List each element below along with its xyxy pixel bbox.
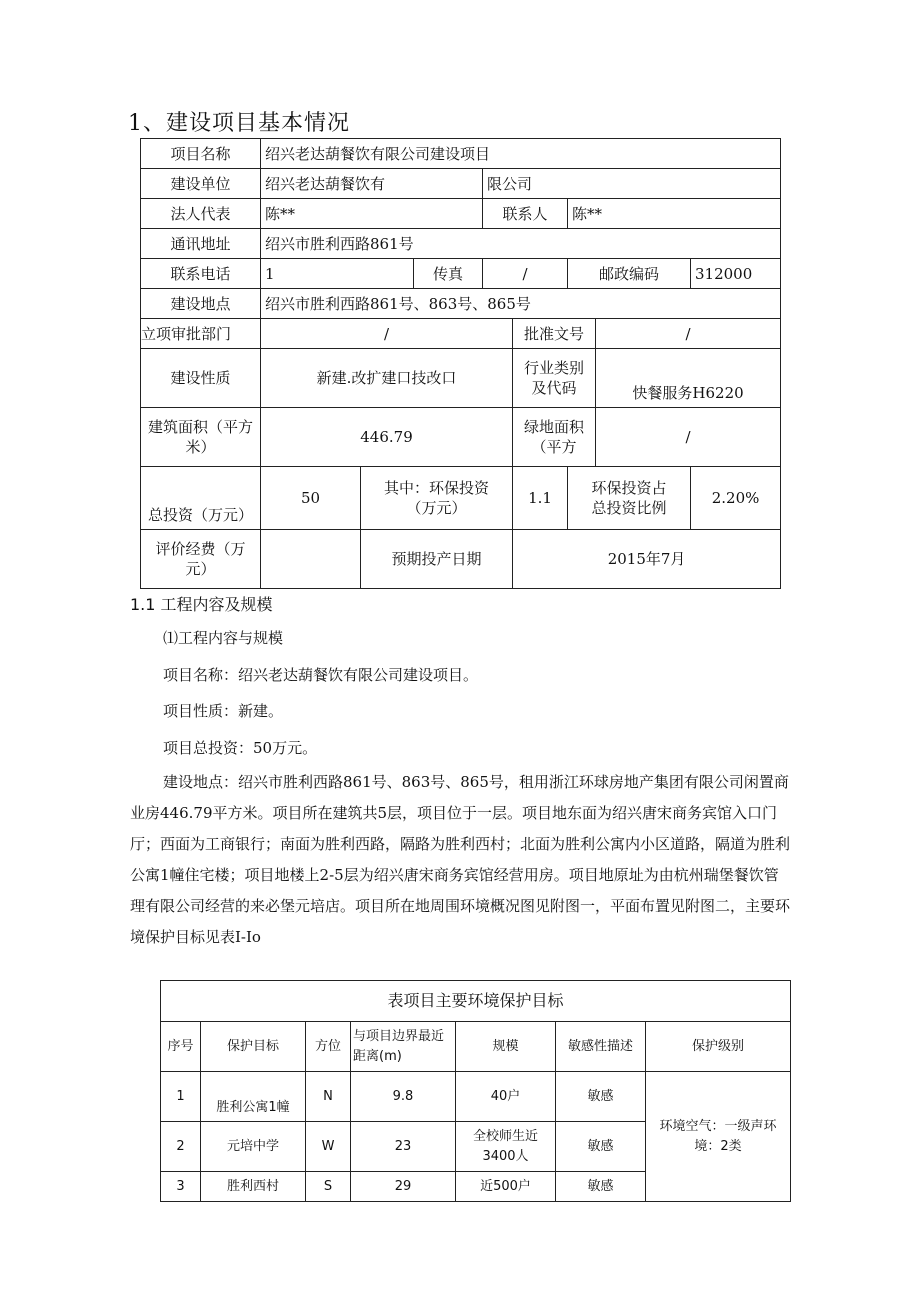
area-label <box>141 408 261 467</box>
env-cell: 29 <box>351 1172 456 1202</box>
basic-info-table <box>140 138 781 589</box>
fee-label-line2: 元） <box>185 560 216 578</box>
legal-value: 陈** <box>261 199 483 229</box>
env-cell: 敏感 <box>556 1072 646 1122</box>
phone-value: 1 <box>261 259 414 289</box>
approval-dept-value: / <box>261 319 513 349</box>
sub-heading: ⑴工程内容与规模 <box>163 629 284 647</box>
section-heading: 1、建设项目基本情况 <box>128 111 350 136</box>
env-invest-label <box>361 467 513 530</box>
fax-value: / <box>483 259 568 289</box>
industry-label <box>513 349 596 408</box>
contact-value: 陈** <box>568 199 781 229</box>
env-cell: 3 <box>161 1172 201 1202</box>
approval-dept-label: 立项审批部门 <box>141 319 261 349</box>
ratio-label <box>568 467 691 530</box>
env-header: 保护级别 <box>646 1022 791 1072</box>
subsection-heading: 1.1 工程内容及规模 <box>130 595 273 614</box>
green-label-line2: （平方 <box>531 438 577 456</box>
env-cell: 23 <box>351 1122 456 1172</box>
invest-value: 50 <box>261 467 361 530</box>
env-protection-table <box>160 980 791 1202</box>
area-label-line2: 米） <box>185 438 216 456</box>
env-cell: 敏感 <box>556 1172 646 1202</box>
env-cell: 1 <box>161 1072 201 1122</box>
env-cell: N <box>306 1072 351 1122</box>
env-cell: 元培中学 <box>201 1122 306 1172</box>
unit-value-a: 绍兴老达葫餐饮有 <box>261 169 483 199</box>
ratio-label-line2: 总投资比例 <box>591 499 667 517</box>
ratio-label-line1: 环保投资占 <box>591 479 667 497</box>
env-header: 敏感性描述 <box>556 1022 646 1072</box>
invest-label: 总投资（万元） <box>141 467 261 530</box>
env-cell: 近500户 <box>456 1172 556 1202</box>
unit-label: 建设单位 <box>141 169 261 199</box>
env-header: 保护目标 <box>201 1022 306 1072</box>
env-cell: W <box>306 1122 351 1172</box>
site-value: 绍兴市胜利西路861号、863号、865号 <box>261 289 781 319</box>
env-invest-label-line1: 其中：环保投资 <box>383 479 489 497</box>
env-cell: 敏感 <box>556 1122 646 1172</box>
postcode-value: 312000 <box>691 259 781 289</box>
approval-no-value: / <box>596 319 781 349</box>
line-project-nature: 项目性质：新建。 <box>163 702 284 720</box>
env-cell: 2 <box>161 1122 201 1172</box>
address-value: 绍兴市胜利西路861号 <box>261 229 781 259</box>
env-cell: 胜利公寓1幢 <box>201 1072 306 1122</box>
address-label: 通讯地址 <box>141 229 261 259</box>
site-label: 建设地点 <box>141 289 261 319</box>
industry-label-line1: 行业类别 <box>523 359 584 377</box>
industry-label-line2: 及代码 <box>531 379 577 397</box>
phone-label: 联系电话 <box>141 259 261 289</box>
env-invest-value: 1.1 <box>513 467 568 530</box>
date-value: 2015年7月 <box>513 530 781 589</box>
line-project-name: 项目名称：绍兴老达葫餐饮有限公司建设项目。 <box>163 666 479 684</box>
postcode-label: 邮政编码 <box>568 259 691 289</box>
area-label-line1: 建筑面积（平方 <box>147 418 253 436</box>
env-header: 方位 <box>306 1022 351 1072</box>
env-invest-label-line2: （万元） <box>406 499 467 517</box>
env-header: 规模 <box>456 1022 556 1072</box>
green-value: / <box>596 408 781 467</box>
unit-value-b: 限公司 <box>483 169 781 199</box>
table-row <box>161 1072 791 1122</box>
nature-value: 新建.改扩建口技改口 <box>261 349 513 408</box>
green-label <box>513 408 596 467</box>
env-table-caption: 表项目主要环境保护目标 <box>161 981 791 1022</box>
project-name-label: 项目名称 <box>141 139 261 169</box>
contact-label: 联系人 <box>483 199 568 229</box>
line-investment: 项目总投资：50万元。 <box>163 739 318 757</box>
date-label: 预期投产日期 <box>361 530 513 589</box>
green-label-line1: 绿地面积 <box>523 418 584 436</box>
fee-label <box>141 530 261 589</box>
project-name-value: 绍兴老达葫餐饮有限公司建设项目 <box>261 139 781 169</box>
env-cell: 40户 <box>456 1072 556 1122</box>
nature-label: 建设性质 <box>141 349 261 408</box>
site-paragraph: 建设地点：绍兴市胜利西路861号、863号、865号，租用浙江环球房地产集团有限公司闲置商业房446.79平方米。项目所在建筑共5层，项目位于一层。项目地东面为绍兴唐宋商务宾馆入口门厅；西面为工商银行；南面为胜利西路，隔路为胜利西村；北面为胜利公寓内小区道路，隔道为胜利公寓1幢住宅楼；项目地楼上2-5层为绍兴唐宋商务宾馆经营用房。项目地原址为由杭州瑞堡餐饮管理有限公司经营的来必堡元培店。项目所在地周围环境概况图见附图一，平面布置见附图二，主要环境保护目标见表I-Io <box>130 773 791 946</box>
fee-label-line1: 评价经费（万 <box>155 540 246 558</box>
fax-label: 传真 <box>414 259 483 289</box>
approval-no-label: 批准文号 <box>513 319 596 349</box>
env-cell: 9.8 <box>351 1072 456 1122</box>
env-header: 序号 <box>161 1022 201 1072</box>
ratio-value: 2.20% <box>691 467 781 530</box>
env-cell: S <box>306 1172 351 1202</box>
industry-value: 快餐服务H6220 <box>596 349 781 408</box>
env-cell: 胜利西村 <box>201 1172 306 1202</box>
area-value: 446.79 <box>261 408 513 467</box>
env-cell: 全校师生近3400人 <box>456 1122 556 1172</box>
legal-label: 法人代表 <box>141 199 261 229</box>
env-header: 与项目边界最近距离(m) <box>351 1022 456 1072</box>
fee-value <box>261 530 361 589</box>
env-level-cell: 环境空气：一级声环境：2类 <box>646 1072 791 1202</box>
